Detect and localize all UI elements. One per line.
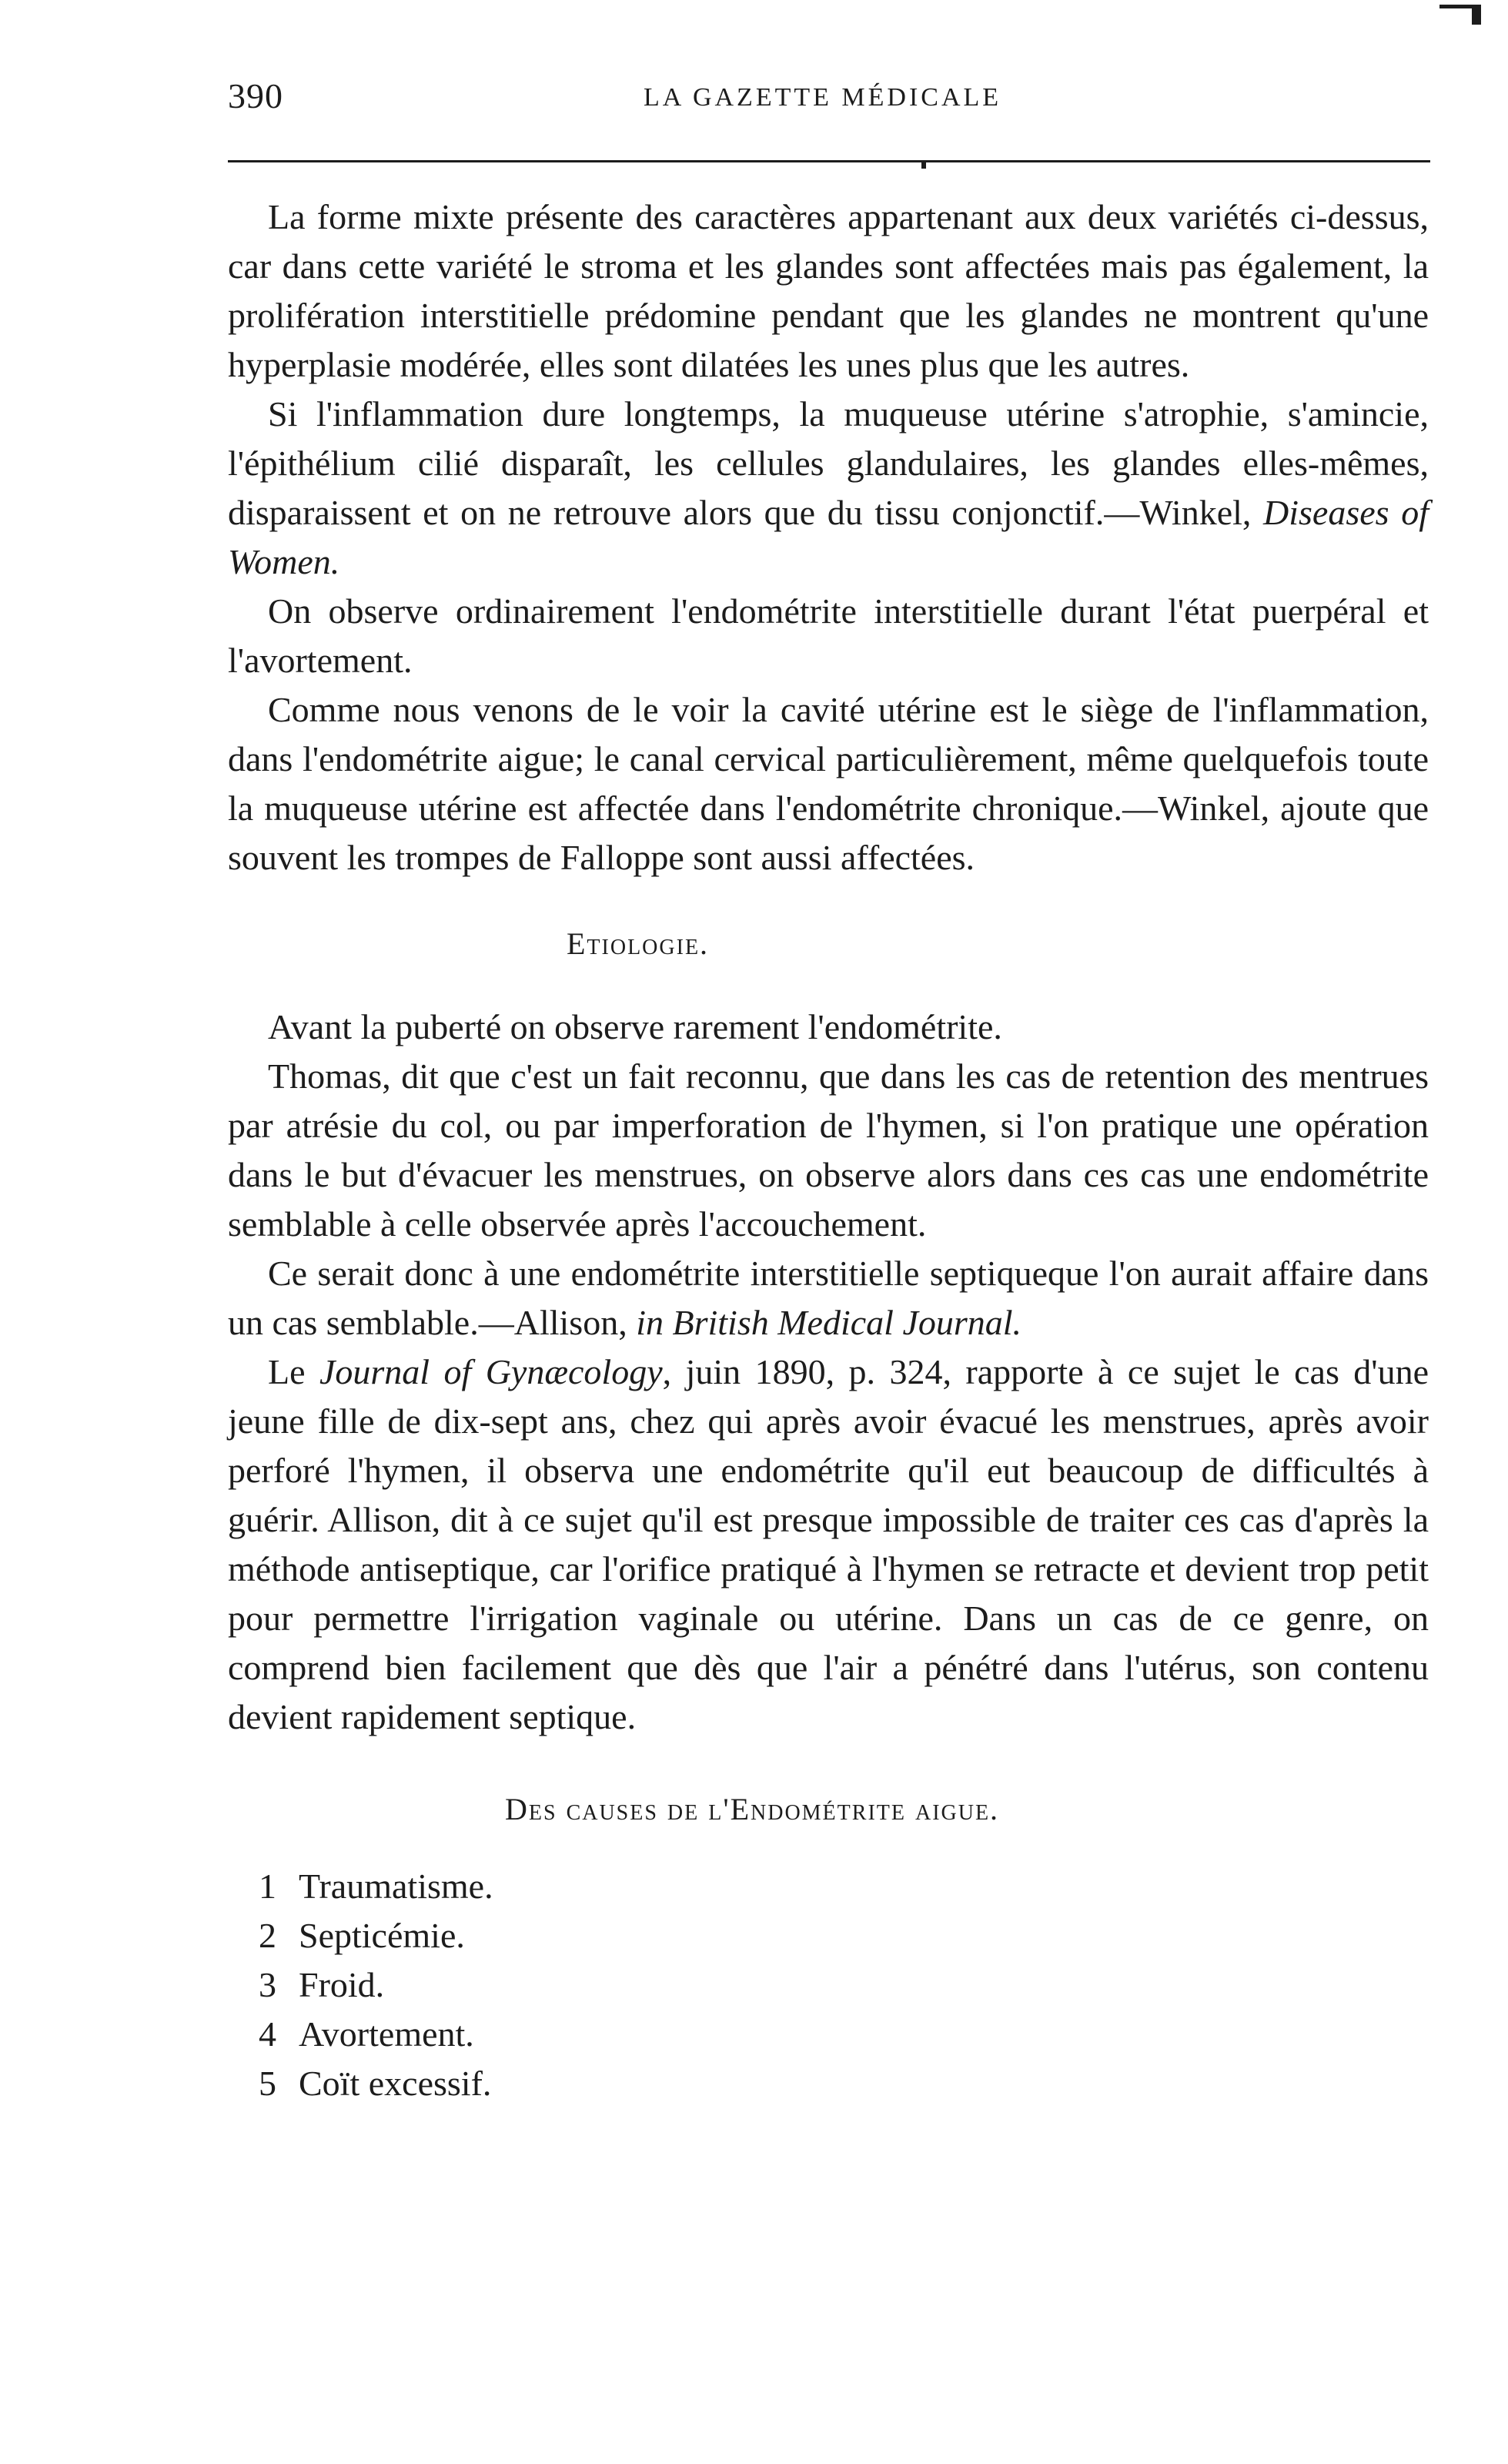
heading-etiology <box>567 922 1429 966</box>
paragraph-inflammation <box>228 390 1429 587</box>
list-number: 3 <box>259 1965 276 2004</box>
paragraph-text: Comme nous venons de le voir la cavité utérine est le siège de l'inflammation, dans l'endométrite aigue; le canal cervical particulièrement, même quelquefois toute la muqueuse utérine est affectée dans l'endométrite chronique.—Winkel, ajoute que souvent les trompes de Falloppe sont aussi affectées. <box>228 690 1429 877</box>
list-label: Traumatisme. <box>299 1866 493 1906</box>
causes-list <box>228 1862 1429 2108</box>
paragraph-tail: , juin 1890, p. 324, rapporte à ce sujet le cas d'une jeune fille de dix-sept ans, chez qui après avoir évacué les menstrues, après avoir perforé l'hymen, il observa une endométrite qu'il eut beaucoup de difficultés à guérir. Allison, dit à ce sujet qu'il est presque impossible de traiter ces cas d'après la méthode antiseptique, car l'orifice pratiqué à l'hymen se retracte et devient trop petit pour permettre l'irrigation vaginale ou utérine. Dans un cas de ce genre, on comprend bien facilement que dès que l'air a pénétré dans l'utérus, son contenu devient rapidement septique. <box>228 1352 1429 1736</box>
list-item <box>259 1862 1429 1911</box>
list-number: 1 <box>259 1866 276 1906</box>
list-item <box>259 2059 1429 2108</box>
list-label: Avortement. <box>299 2014 474 2054</box>
header-rule-tick <box>921 162 926 169</box>
heading-text: Des causes de l'Endométrite aigue. <box>505 1792 1000 1826</box>
heading-causes <box>505 1788 1429 1831</box>
paragraph-text: La forme mixte présente des caractères appartenant aux deux variétés ci-dessus, car dans cette variété le stroma et les glandes sont affectées mais pas également, la prolifération interstitielle prédomine pendant que les glandes ne montrent qu'une hyperplasie modérée, elles sont dilatées les unes plus que les autres. <box>228 197 1429 384</box>
page-header <box>228 75 1429 129</box>
paragraph-text: Le <box>268 1352 319 1391</box>
citation-title: in British Medical Journal. <box>636 1303 1022 1342</box>
paragraph-thomas <box>228 1052 1429 1249</box>
article-body <box>228 192 1429 2108</box>
paragraph-text: Ce serait donc à une endométrite interstitielle septiqueque l'on aurait affaire dans un cas semblable.—Allison, <box>228 1254 1429 1342</box>
list-item <box>259 1911 1429 1960</box>
page-corner-mark <box>1439 0 1486 26</box>
list-label: Froid. <box>299 1965 385 2004</box>
corner-drop <box>1472 5 1481 25</box>
paragraph-forme-mixte <box>228 192 1429 390</box>
page-number: 390 <box>228 76 283 116</box>
paragraph-allison <box>228 1249 1429 1348</box>
list-number: 4 <box>259 2014 276 2054</box>
paragraph-text: Thomas, dit que c'est un fait reconnu, que dans les cas de retention des mentrues par atrésie du col, ou par imperforation de l'hymen, si l'on pratique une opération dans le but d'évacuer les menstrues, on observe alors dans ces cas une endométrite semblable à celle observée après l'accouchement. <box>228 1056 1429 1244</box>
paragraph-cavite <box>228 685 1429 882</box>
header-rule <box>228 160 1430 162</box>
paragraph-puberte <box>228 1003 1429 1052</box>
list-label: Coït excessif. <box>299 2064 492 2103</box>
citation-title: Diseases of Women. <box>228 493 1429 581</box>
paragraph-text: Avant la puberté on observe rarement l'endométrite. <box>268 1007 1002 1046</box>
citation-title: Journal of Gynæcology <box>319 1352 663 1391</box>
list-item <box>259 1960 1429 2010</box>
list-number: 5 <box>259 2064 276 2103</box>
paragraph-observation <box>228 587 1429 685</box>
heading-text: Etiologie. <box>567 926 710 961</box>
running-title: LA GAZETTE MÉDICALE <box>644 83 1002 112</box>
list-label: Septicémie. <box>299 1916 465 1955</box>
list-number: 2 <box>259 1916 276 1955</box>
list-item <box>259 2010 1429 2059</box>
paragraph-text: On observe ordinairement l'endométrite interstitielle durant l'état puerpéral et l'avortement. <box>228 591 1429 680</box>
paragraph-journal <box>228 1348 1429 1742</box>
paragraph-text: Si l'inflammation dure longtemps, la muqueuse utérine s'atrophie, s'amincie, l'épithélium cilié disparaît, les cellules glandulaires, les glandes elles-mêmes, disparaissent et on ne retrouve alors que du tissu conjonctif.—Winkel, <box>228 394 1429 532</box>
